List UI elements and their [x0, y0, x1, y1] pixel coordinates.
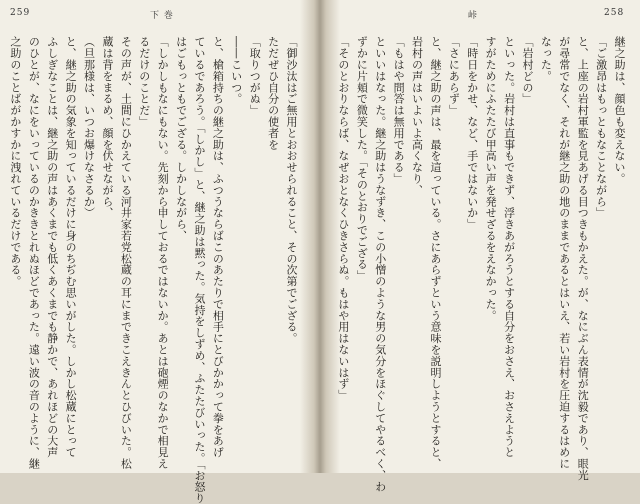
text-line: 「岩村どの」 — [520, 36, 534, 105]
text-line: 「もはや問答は無用である」 — [392, 36, 406, 185]
text-line: と、上座の岩村軍監を見あげる目つきもかえた。が、なにぶん表情が沈毅であり、眼光 — [576, 36, 590, 481]
text-line: ているであろう。「しかし」と、継之助は黙った。気持をしずめ、ふたたびいった。「お怒り — [192, 36, 206, 504]
left-page-number: 259 — [10, 8, 31, 18]
text-line: 蔵は背をまるめ、顔を伏せながら、 — [100, 36, 114, 219]
text-line: 「ご激昂はもっともなことながら」 — [594, 36, 608, 219]
text-line: 「さにあらず」 — [447, 36, 461, 116]
text-line: といった。岩村は直事もできず、浮きあがろうとする自分をおさえ、おさえようと — [502, 36, 516, 458]
text-line: その声が、土間にひかえている河井家若党松蔵の耳にまできこえきんとひびいた。松 — [119, 36, 133, 470]
text-line: が尋常でなく、それが継之助の地のままであるとはいえ、若い岩村を圧迫するはめに — [557, 36, 571, 470]
text-line: 岩村の声はいよいよ高くなり、 — [410, 36, 424, 196]
text-line: はごもっともでござる。しかしながら、 — [174, 36, 188, 242]
text-line: 「しかしもなにもない。先刻から申しておるではないか。あとは砲煙のなかで相見え — [156, 36, 170, 470]
text-line: と、継之助の声は、最を這っている。さにあらずという意味を説明しようとすると、 — [428, 36, 442, 470]
right-page-number: 258 — [604, 8, 625, 18]
text-line: 「時日をかせ、など、手ではないか」 — [465, 36, 479, 230]
text-line: といいはなった。継之助はうなずき、この小憎のような男の気分をほぐしてやるべく、わ — [373, 36, 387, 492]
text-line: 之助のことばがかすかに洩れているだけである。 — [8, 36, 22, 287]
text-line: るだけのことだ」 — [137, 36, 151, 128]
text-line: 継之助は、顔色も変えない。 — [613, 36, 626, 185]
text-line: ふしぎなことは、継之助の声はあくまでも低くあくまでも静かで、あれほどの大声 — [45, 36, 59, 458]
text-line: なった。 — [539, 36, 553, 82]
text-line: 「そのとおりならば、なぜおとなくひきさらぬ。もはや用はないはず」 — [336, 36, 350, 401]
text-line: と、継之助の気象を知っているだけに身のちぢむ思いがした。しかし松蔵にとって — [64, 36, 78, 458]
text-line: ずかに片頬で微笑した。「そのとおりでござる」 — [355, 36, 369, 282]
left-page-text — [8, 36, 300, 504]
text-line: すがためにふたたび甲高い声を発せざるをえなかった。 — [484, 36, 498, 321]
left-running-head: 下 巻 — [150, 11, 174, 21]
text-line: のひとが、なにをいっているのかききとれぬほどであった。遠い波の音のように、継 — [27, 36, 41, 470]
right-running-head: 峠 — [468, 11, 479, 21]
right-page-text — [336, 36, 628, 492]
text-line: と、槍箱持ちの継之助は、ふつうならばこのあたりで相手にとびかかって拳をあげ — [211, 36, 225, 458]
text-line: （旦那様は、いつお爆けなさるか） — [82, 36, 96, 219]
text-line: 「御沙汰はご無用とおおせられること、その次第でござる。 — [285, 36, 298, 344]
text-line: 「取りつがぬ」 — [248, 36, 262, 116]
text-line: ――こいつ。 — [229, 36, 243, 105]
text-line: ただぜひ自分の使者を — [266, 36, 280, 150]
